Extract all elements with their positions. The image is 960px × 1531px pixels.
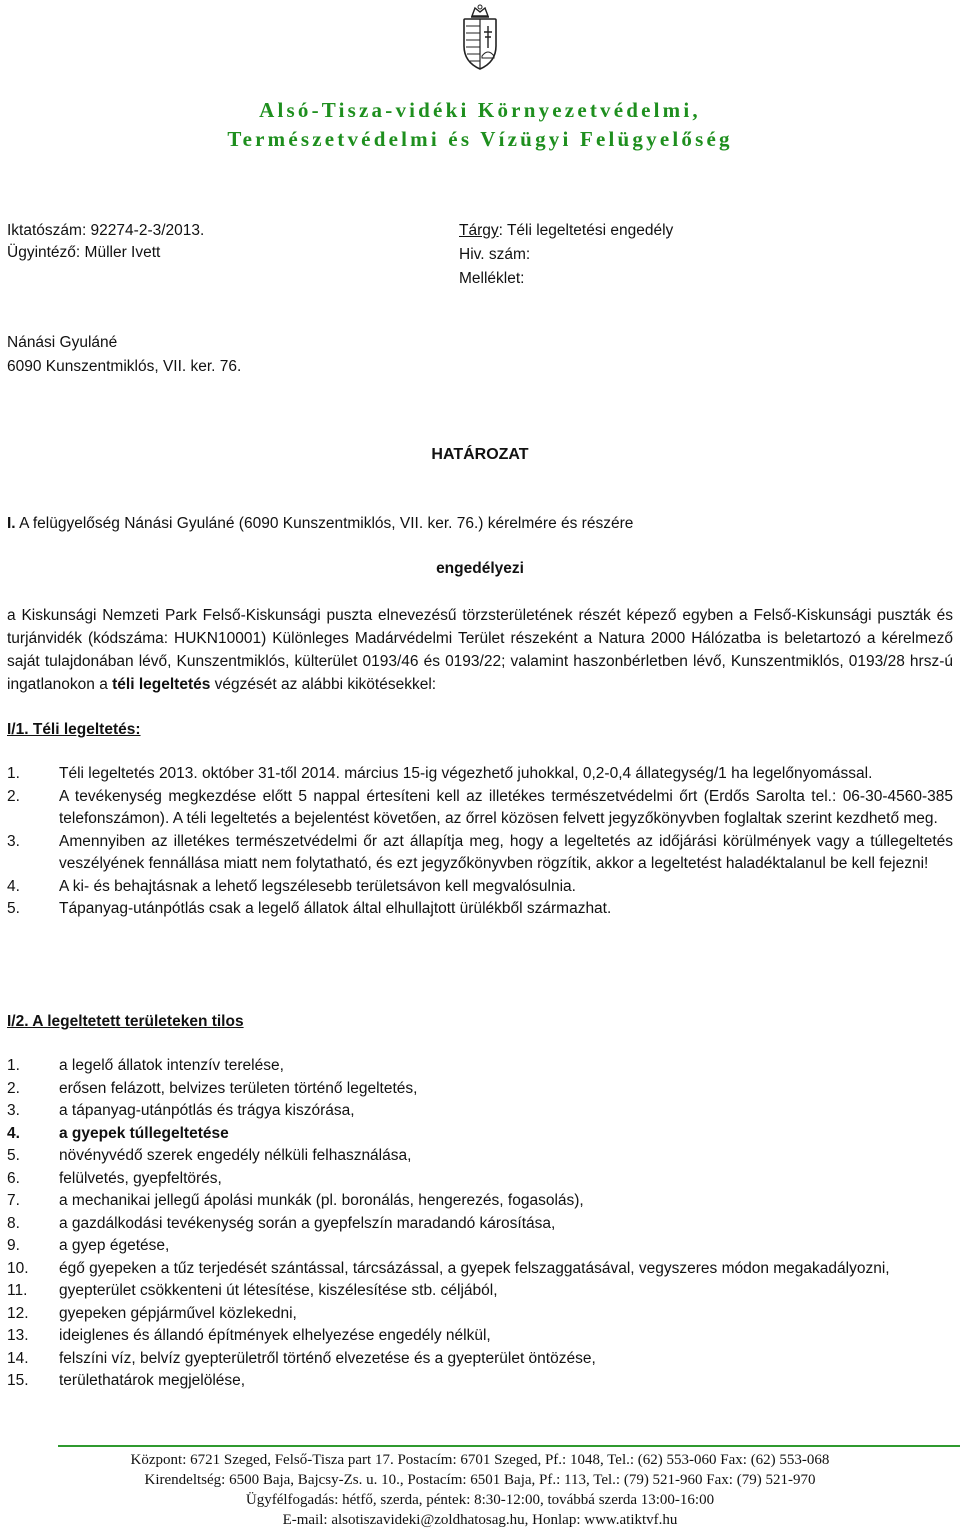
footer-line1: Központ: 6721 Szeged, Felső-Tisza part 17. Postacím: 6701 Szeged, Pf.: 1048, Tel.: (62) 553-060 Fax: (62) 553-068 — [130, 1452, 830, 1468]
list-item — [7, 1145, 953, 1168]
list-item — [7, 1078, 953, 1101]
list-item-text: erősen felázott, belvizes területen történő legeltetés, — [59, 1079, 418, 1097]
decision-verb: engedélyezi — [436, 560, 524, 577]
list-item-number: 1. — [7, 1057, 20, 1074]
footer-line3: Ügyfélfogadás: hétfő, szerda, péntek: 8:30-12:00, továbbá szerda 13:00-16:00 — [245, 1492, 715, 1508]
decision-intro — [7, 514, 633, 534]
footer-line4: E-mail: alsotiszavideki@zoldhatosag.hu, Honlap: www.atiktvf.hu — [282, 1512, 678, 1528]
list-item-number: 6. — [7, 1169, 20, 1187]
list-item-number: 3. — [7, 832, 20, 850]
list-item-number: 8. — [7, 1214, 20, 1232]
list-item-number: 5. — [7, 1147, 20, 1164]
list-item-number: 7. — [7, 1192, 20, 1209]
section2-list — [7, 1055, 953, 1393]
list-item-text: a gazdálkodási tevékenység során a gyepfelszín maradandó károsítása, — [59, 1214, 556, 1232]
list-item — [7, 1123, 953, 1146]
list-item-number: 2. — [7, 787, 20, 805]
list-item — [7, 786, 953, 831]
list-item-text: gyepterület csökkenteni út létesítése, kiszélesítése stb. céljából, — [59, 1282, 498, 1299]
list-item-number: 9. — [7, 1237, 20, 1254]
attachment-label: Melléklet: — [459, 270, 525, 287]
list-item-text: Téli legeltetés 2013. október 31-től 2014. március 15-ig végezhető juhokkal, 0,2-0,4 állategység/1 ha legelőnyomással. — [59, 765, 873, 782]
list-item-text: a gyepek túllegeltetése — [59, 1124, 229, 1142]
ugyintezo: Ügyintéző: Müller Ivett — [7, 244, 161, 261]
list-item — [7, 1370, 953, 1393]
list-item-number: 10. — [7, 1259, 29, 1277]
list-item-number: 14. — [7, 1349, 29, 1367]
decision-intro-prefix: I. — [7, 515, 16, 532]
list-item-text: a mechanikai jellegű ápolási munkák (pl. boronálás, hengerezés, fogasolás), — [59, 1192, 584, 1209]
decision-body-part2: végzését az alábbi kikötésekkel: — [210, 676, 437, 693]
list-item-text: felszíni víz, belvíz gyepterületről történő elvezetése és a gyepterület öntözése, — [59, 1349, 596, 1367]
list-item-text: felülvetés, gyepfeltörés, — [59, 1169, 222, 1187]
list-item — [7, 1348, 953, 1371]
iktatoszam: Iktatószám: 92274-2-3/2013. — [7, 222, 205, 239]
subject-label: Tárgy — [459, 222, 499, 239]
list-item — [7, 1303, 953, 1326]
recipient-address: 6090 Kunszentmiklós, VII. ker. 76. — [7, 358, 242, 375]
list-item-number: 1. — [7, 765, 20, 782]
list-item-text: növényvédő szerek engedély nélküli felhasználása, — [59, 1147, 412, 1164]
list-item-text: a tápanyag-utánpótlás és trágya kiszórása, — [59, 1102, 355, 1119]
footer-line2: Kirendeltség: 6500 Baja, Bajcsy-Zs. u. 10., Postacím: 6501 Baja, Pf.: 113, Tel.: (79) 521-960 Fax: (79) 521-970 — [144, 1472, 816, 1488]
list-item-text: gyepeken gépjárművel közlekedni, — [59, 1304, 297, 1322]
list-item-number: 15. — [7, 1372, 29, 1389]
authority-name-line1: Alsó-Tisza-vidéki Környezetvédelmi, — [259, 98, 701, 122]
decision-body-part1: a Kiskunsági Nemzeti Park Felső-Kiskunsági puszta elnevezésű törzsterületének részét képező egyben a Felső-Kiskunsági puszták és turjánvidék (kódszáma: HUKN10001) Különleges Madárvédelmi Terület részeként a Natura 2000 Hálózatba is beletartozó a kérelmező saját tulajdonában lévő, Kunszentmiklós, külterület 0193/46 és 0193/22; valamint haszonbérletben lévő, Kunszentmiklós, 0193/28 hrsz-ú ingatlanokon a — [7, 607, 953, 693]
list-item — [7, 1258, 953, 1281]
list-item-text: A tevékenység megkezdése előtt 5 nappal értesíteni kell az illetékes természetvédelmi őrt (Erdős Sarolta tel.: 06-30-4560-385 telefonszámon). A téli legeltetés a bejelentést követően, az őrrel közösen felvett jegyzőkönyvben foglaltak szerint kezdhető meg. — [59, 787, 953, 827]
subject — [459, 221, 673, 241]
list-item-number: 13. — [7, 1327, 29, 1344]
list-item-text: a legelő állatok intenzív terelése, — [59, 1057, 284, 1074]
authority-name-line2: Természetvédelmi és Vízügyi Felügyelőség — [227, 127, 733, 151]
list-item-text: Amennyiben az illetékes természetvédelmi őr azt állapítja meg, hogy a legeltetés az időjárási körülmények vagy a túllegeltetés veszélyének fennállása miatt nem folytatható, és ezt jegyzőkönyvben rögzítik, akkor a legeltetést haladéktalanul be kell fejezni! — [59, 832, 953, 872]
list-item — [7, 1100, 953, 1123]
list-item-number: 3. — [7, 1102, 20, 1119]
decision-body — [7, 604, 953, 696]
decision-title: HATÁROZAT — [431, 446, 529, 463]
list-item-text: égő gyepeken a tűz terjedését szántással, tárcsázással, a gyepek felszaggatásával, vegyszeres módon megakadályozni, — [59, 1259, 890, 1277]
list-item — [7, 1325, 953, 1348]
list-item — [7, 831, 953, 876]
list-item — [7, 876, 953, 899]
list-item-number: 4. — [7, 877, 20, 895]
list-item — [7, 1235, 953, 1258]
list-item — [7, 1213, 953, 1236]
section2-title: I/2. A legeltetett területeken tilos — [7, 1013, 244, 1030]
list-item — [7, 1055, 953, 1078]
coat-of-arms-icon — [455, 4, 505, 72]
list-item — [7, 1168, 953, 1191]
list-item-number: 11. — [7, 1282, 28, 1299]
list-item-number: 5. — [7, 900, 20, 917]
list-item — [7, 763, 953, 786]
list-item-number: 4. — [7, 1124, 20, 1142]
list-item-text: a gyep égetése, — [59, 1237, 170, 1254]
section1-title: I/1. Téli legeltetés: — [7, 721, 141, 738]
list-item — [7, 1280, 953, 1303]
list-item-text: A ki- és behajtásnak a lehető legszélesebb területsávon kell megvalósulnia. — [59, 877, 576, 895]
list-item-text: ideiglenes és állandó építmények elhelyezése engedély nélkül, — [59, 1327, 491, 1344]
list-item — [7, 1190, 953, 1213]
list-item-number: 2. — [7, 1079, 20, 1097]
section1-list — [7, 763, 953, 921]
list-item — [7, 898, 953, 921]
reference-number: Hiv. szám: — [459, 246, 531, 263]
list-item-number: 12. — [7, 1304, 29, 1322]
footer-divider — [58, 1445, 960, 1447]
subject-value: : Téli legeltetési engedély — [498, 222, 674, 239]
decision-intro-text: A felügyelőség Nánási Gyuláné (6090 Kunszentmiklós, VII. ker. 76.) kérelmére és részére — [15, 515, 634, 532]
recipient-name: Nánási Gyuláné — [7, 334, 118, 351]
list-item-text: Tápanyag-utánpótlás csak a legelő állatok által elhullajtott ürülékből származhat. — [59, 900, 612, 917]
list-item-text: területhatárok megjelölése, — [59, 1372, 246, 1389]
decision-body-bold: téli legeltetés — [112, 676, 211, 693]
